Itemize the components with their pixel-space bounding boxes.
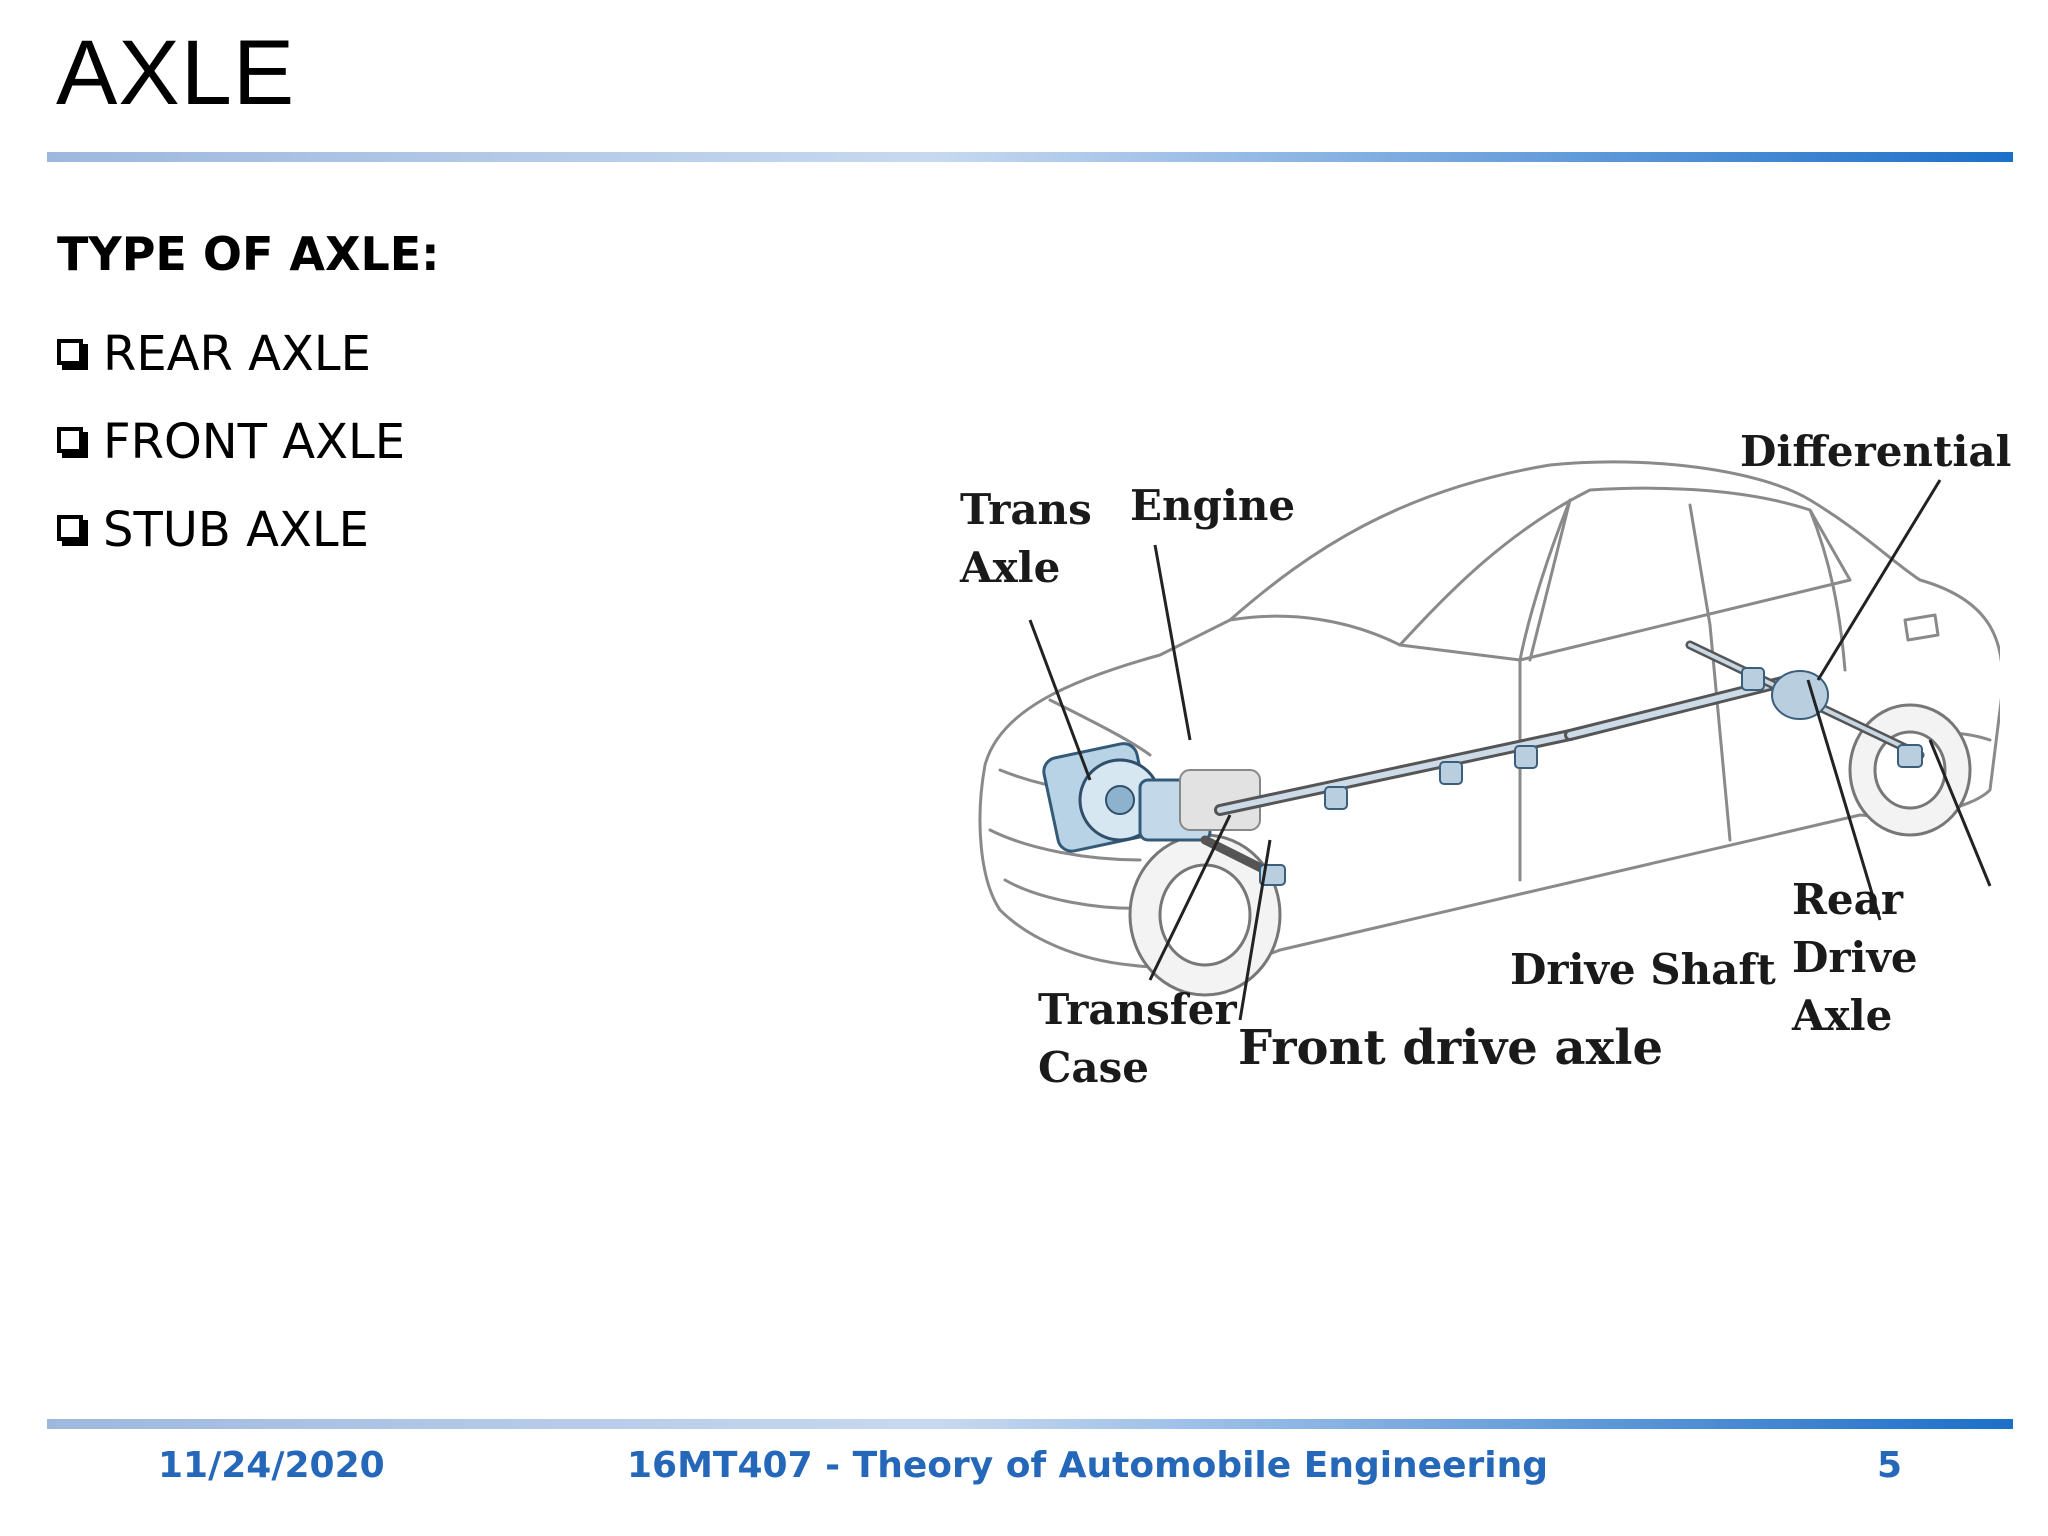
footer-course: 16MT407 - Theory of Automobile Engineering: [627, 1445, 1549, 1486]
label-rear-drive-axle-line3: Axle: [1792, 991, 1893, 1040]
axle-type-list: [57, 310, 405, 574]
label-differential: Differential: [1740, 427, 2012, 476]
section-heading: TYPE OF AXLE:: [57, 227, 440, 281]
footer-page-number: 5: [1877, 1445, 1903, 1486]
checkbox-bullet-icon: [57, 515, 83, 541]
label-transfer-case-line2: Case: [1038, 1043, 1150, 1092]
label-trans-axle-line2: Axle: [960, 543, 1061, 592]
label-rear-drive-axle-line1: Rear: [1792, 875, 1903, 924]
checkbox-bullet-icon: [57, 339, 83, 365]
car-drivetrain-figure: [930, 410, 2012, 1110]
label-rear-drive-axle-line2: Drive: [1792, 933, 1918, 982]
label-drive-shaft: Drive Shaft: [1510, 945, 1776, 994]
label-trans-axle-line1: Trans: [960, 485, 1092, 534]
slide-title: AXLE: [56, 22, 296, 124]
title-divider: [47, 152, 2013, 162]
label-transfer-case-line1: Transfer: [1038, 985, 1237, 1034]
list-item: FRONT AXLE: [57, 398, 405, 486]
checkbox-bullet-icon: [57, 427, 83, 453]
list-item: STUB AXLE: [57, 486, 405, 574]
label-engine: Engine: [1130, 481, 1296, 530]
label-front-drive-axle: Front drive axle: [1238, 1020, 1664, 1076]
footer-divider: [47, 1419, 2013, 1429]
list-item: REAR AXLE: [57, 310, 405, 398]
footer-date: 11/24/2020: [158, 1445, 385, 1486]
